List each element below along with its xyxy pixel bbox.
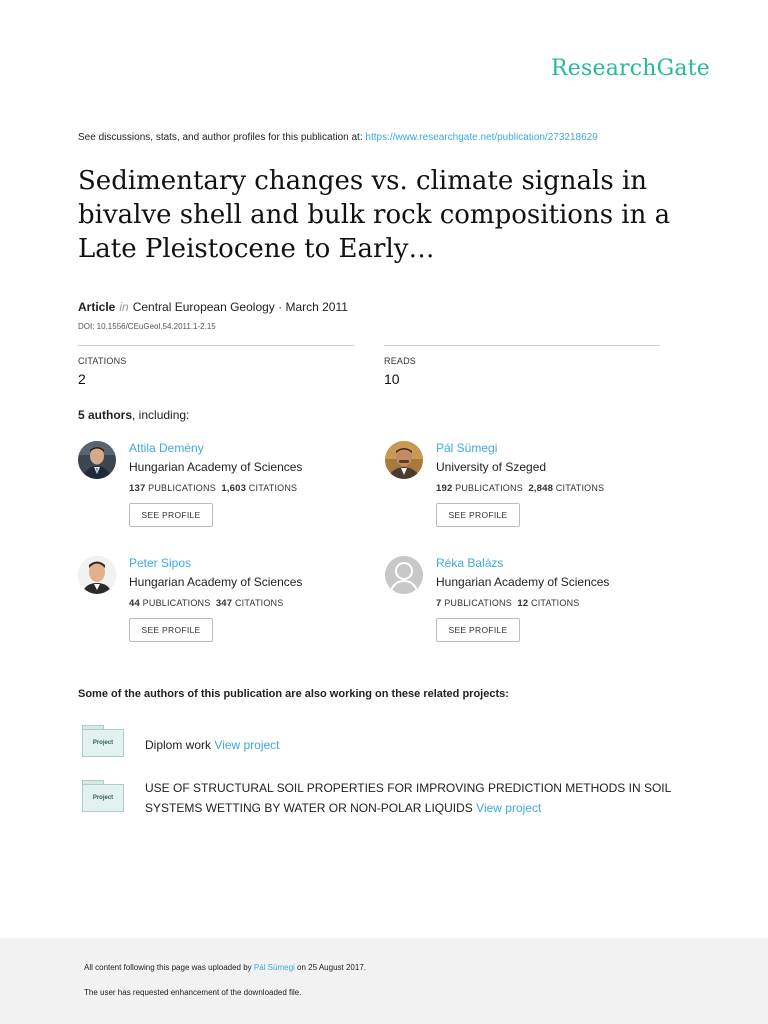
view-project-link[interactable]: View project: [476, 801, 542, 815]
author-name[interactable]: Réka Balázs: [436, 556, 504, 570]
citations-label: CITATIONS: [248, 483, 298, 493]
publication-meta: [78, 300, 348, 314]
upload-note: [84, 963, 366, 972]
in-word: in: [119, 300, 129, 314]
citations-label: CITATIONS: [234, 598, 284, 608]
citations-count: 347: [215, 598, 233, 609]
author-card-attila: [78, 441, 378, 541]
publications-label: PUBLICATIONS: [148, 483, 216, 493]
project-item: [82, 780, 702, 824]
publication-type: Article: [78, 300, 116, 314]
publications-count: 137: [129, 483, 146, 494]
author-institution: University of Szeged: [436, 460, 547, 474]
citations-label: CITATIONS: [531, 598, 580, 608]
author-stats: [129, 598, 283, 609]
project-folder-icon[interactable]: [82, 725, 124, 757]
default-avatar-icon[interactable]: [385, 556, 423, 594]
author-institution: Hungarian Academy of Sciences: [129, 575, 303, 589]
author-name[interactable]: Pál Sümegi: [436, 441, 498, 455]
enhancement-note: The user has requested enhancement of the downloaded file.: [84, 988, 302, 997]
author-avatar-peter[interactable]: [78, 556, 116, 594]
see-profile-button[interactable]: SEE PROFILE: [436, 618, 520, 642]
see-profile-button[interactable]: SEE PROFILE: [129, 618, 213, 642]
publications-label: PUBLICATIONS: [142, 598, 211, 608]
reads-stat: [384, 345, 660, 387]
researchgate-logo[interactable]: ResearchGate: [551, 56, 710, 81]
discussion-line: [78, 132, 598, 143]
publications-label: PUBLICATIONS: [455, 483, 523, 493]
reads-label: READS: [384, 356, 417, 366]
project-text: [145, 778, 705, 818]
author-stats: [436, 483, 604, 494]
authors-header: [78, 408, 189, 422]
project-text: [145, 735, 280, 755]
citations-count: 12: [517, 598, 529, 609]
publications-count: 7: [436, 598, 442, 609]
upload-prefix: All content following this page was uploaded by: [84, 963, 254, 972]
citations-label: CITATIONS: [555, 483, 605, 493]
project-title: USE OF STRUCTURAL SOIL PROPERTIES FOR IMPROVING PREDICTION METHODS IN SOIL SYSTEMS WETTING BY WATER OR NON-POLAR LIQUIDS: [145, 781, 671, 815]
citations-stat: [78, 345, 354, 387]
project-title: Diplom work: [145, 738, 212, 752]
author-avatar-pal[interactable]: [385, 441, 423, 479]
author-institution: Hungarian Academy of Sciences: [129, 460, 303, 474]
publications-count: 192: [436, 483, 453, 494]
project-badge: Project: [82, 784, 124, 812]
author-stats: [436, 598, 579, 609]
project-item: [82, 725, 702, 761]
upload-suffix: on 25 August 2017.: [294, 963, 366, 972]
reads-value: 10: [384, 371, 400, 387]
author-avatar-attila[interactable]: [78, 441, 116, 479]
citations-count: 2,848: [528, 483, 554, 494]
uploader-link[interactable]: Pál Sümegi: [253, 963, 295, 972]
view-project-link[interactable]: View project: [214, 738, 280, 752]
footer: [0, 938, 768, 1024]
citations-label: CITATIONS: [78, 356, 127, 366]
publications-count: 44: [129, 598, 140, 609]
venue-date: Central European Geology · March 2011: [132, 300, 348, 314]
author-institution: Hungarian Academy of Sciences: [436, 575, 610, 589]
citations-value: 2: [78, 371, 86, 387]
publications-label: PUBLICATIONS: [444, 598, 512, 608]
doi: DOI: 10.1556/CEuGeol.54.2011.1-2.15: [78, 322, 216, 331]
see-profile-button[interactable]: SEE PROFILE: [436, 503, 520, 527]
authors-suffix: , including:: [132, 408, 190, 422]
author-card-peter: [78, 556, 378, 656]
see-profile-button[interactable]: SEE PROFILE: [129, 503, 213, 527]
publication-url-link[interactable]: https://www.researchgate.net/publication/273218629: [365, 132, 598, 143]
author-name[interactable]: Peter Sipos: [129, 556, 192, 570]
project-badge: Project: [82, 729, 124, 757]
citations-count: 1,603: [221, 483, 247, 494]
author-stats: [129, 483, 297, 494]
discussion-text: See discussions, stats, and author profiles for this publication at:: [78, 132, 366, 143]
author-name[interactable]: Attila Demény: [129, 441, 204, 455]
author-card-reka: [385, 556, 685, 656]
related-projects-header: Some of the authors of this publication are also working on these related projects:: [78, 688, 509, 700]
author-card-pal: [385, 441, 685, 541]
project-folder-icon[interactable]: [82, 780, 124, 812]
publication-title: Sedimentary changes vs. climate signals in bivalve shell and bulk rock compositions in a Late Pleistocene to Early…: [78, 166, 671, 264]
authors-count: 5 authors: [78, 408, 133, 422]
